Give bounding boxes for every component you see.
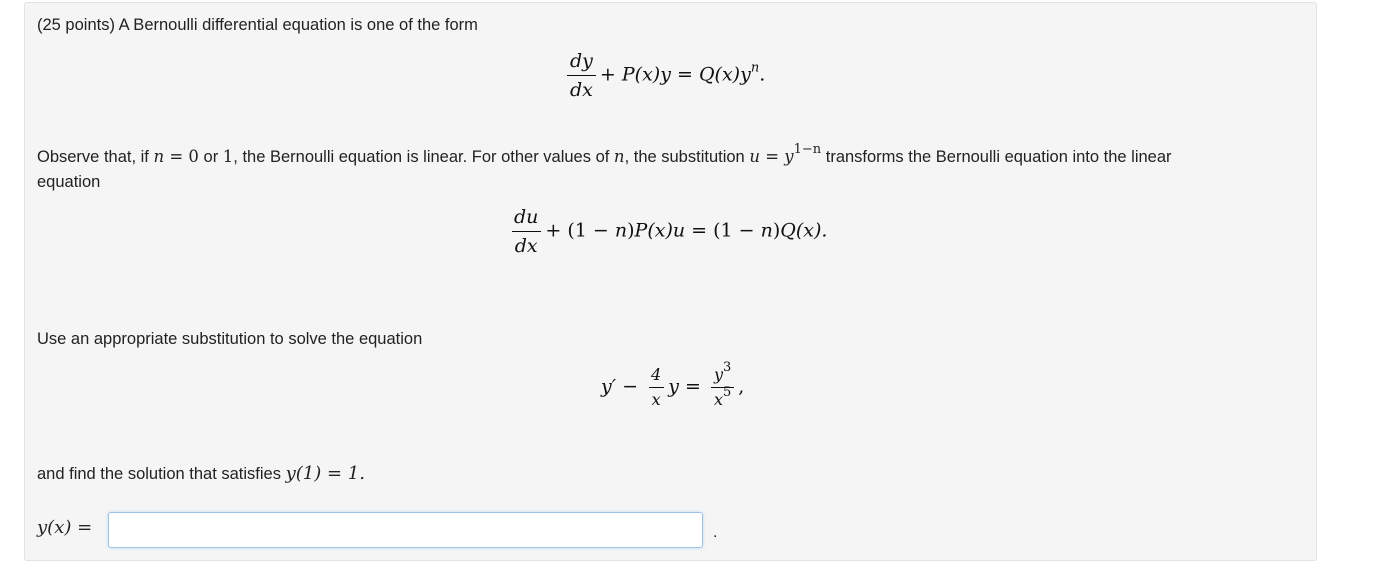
y3-over-x5-fraction [711,360,734,409]
math-equals: = [759,147,785,166]
problem-intro: (25 points) A Bernoulli differential equation is one of the form [37,16,478,34]
eq-equals: = (1 − [685,219,761,242]
eq-equals: = [678,375,707,398]
eq-part: + (1 − [545,219,615,242]
observe-text: transforms the Bernoulli equation into the linear [821,148,1172,166]
eq-Q: Q [780,219,796,242]
eq-part: (x). [795,219,828,242]
eq-n: n [760,219,773,242]
fraction-numerator: 4 [651,365,662,384]
eq-P: P [621,63,635,86]
math-one: 1 [222,147,234,166]
math-n: n [613,147,625,166]
fraction-numerator: du [514,206,539,228]
du-dx-fraction [511,206,541,257]
answer-label-text: y(x) = [37,517,93,538]
fraction-denominator: dx [512,231,541,257]
linear-equation [507,206,827,257]
eq-part: ) [772,219,781,242]
num-base: y [713,365,724,384]
initial-condition: y(1) = 1. [285,463,365,484]
eq-P: P [634,219,648,242]
bernoulli-equation [563,50,765,101]
den-base: x [713,390,723,409]
eq-n: n [614,219,628,242]
answer-input[interactable] [108,512,703,548]
math-n: n [153,147,165,166]
eq-Q: Q [698,63,715,86]
fraction-denominator: dx [567,75,596,101]
eq-part: ) [627,219,635,242]
four-over-x-fraction [648,366,664,409]
observe-text: Observe that, if [37,148,154,166]
eq-part: (x)u [647,219,686,242]
math-equals-zero: = 0 [164,147,199,166]
dy-dx-fraction [567,50,596,101]
find-solution-text [37,462,365,486]
answer-label [37,517,92,538]
observe-text: , the Bernoulli equation is linear. For other values of [233,148,614,166]
fraction-numerator [711,360,734,387]
observe-text: , the substitution [624,148,750,166]
observe-line-1 [37,142,1172,169]
find-text: and find the solution that satisfies [37,465,286,483]
eq-y: y [668,375,679,398]
eq-term: (x)y [714,63,751,86]
observe-line-2: equation [37,173,101,191]
eq-exponent: n [750,60,760,76]
math-u: u [749,147,760,166]
eq-lhs: y′ − [601,375,645,398]
eq-period: . [759,63,766,86]
num-exponent: 3 [723,360,732,375]
den-exponent: 5 [723,385,732,400]
eq-term: (x)y [634,63,671,86]
eq-comma: , [738,375,745,398]
observe-text: or [198,148,223,166]
fraction-denominator [711,387,734,409]
given-equation [601,360,745,409]
math-y: y [784,147,794,166]
eq-equals: = [670,63,699,86]
math-exponent: 1−n [793,142,822,157]
fraction-numerator: dy [570,50,593,72]
fraction-denominator: x [649,387,664,409]
use-substitution-text: Use an appropriate substitution to solve the equation [37,330,423,348]
eq-plus: + [599,63,622,86]
answer-period: . [713,524,718,541]
